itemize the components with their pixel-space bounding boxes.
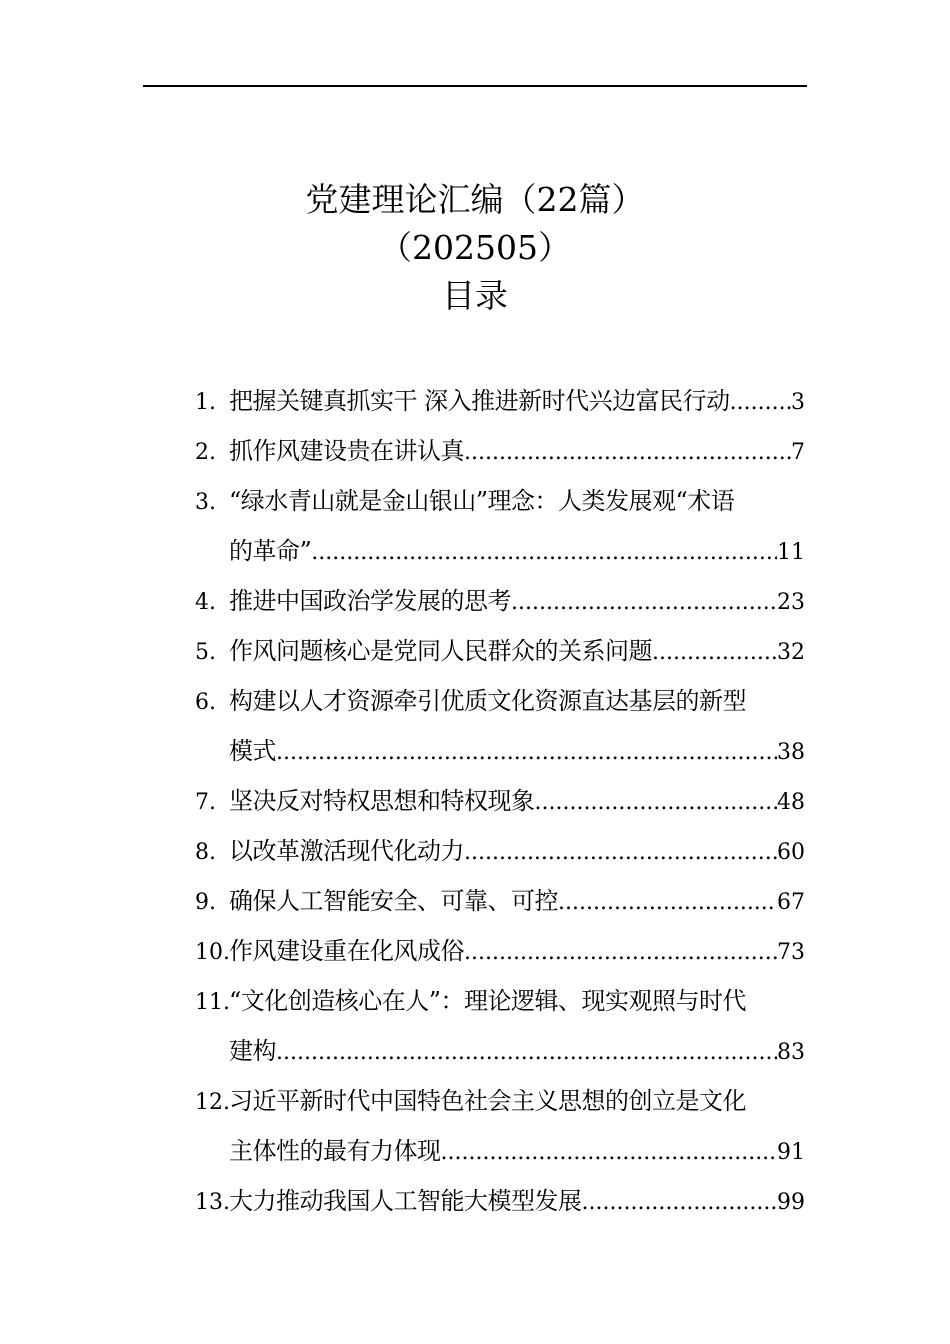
toc-entry[interactable] (195, 376, 805, 426)
toc-entry-number: 7. (195, 790, 216, 815)
toc-entry-title: 主体性的最有力体现 (229, 1137, 441, 1165)
toc-page-number: 3 (791, 390, 805, 415)
toc-page-number: 23 (777, 590, 805, 615)
toc-entry-title: “文化创造核心在人”：理论逻辑、现实观照与时代 (229, 987, 747, 1015)
toc-entry-line (195, 426, 805, 476)
toc-entry-line (195, 826, 805, 876)
toc-entry-number: 2. (195, 440, 216, 465)
toc-dot-leader (441, 1128, 778, 1176)
toc-entry-title: 作风建设重在化风成俗 (229, 937, 464, 965)
toc-entry-line (195, 876, 805, 926)
toc-heading: 目录 (442, 276, 508, 315)
toc-dot-leader (311, 528, 777, 576)
toc-entry-number: 12. (195, 1090, 230, 1115)
toc-entry-title: 把握关键真抓实干 深入推进新时代兴边富民行动 (229, 387, 730, 415)
toc-entry-title: “绿水青山就是金山银山”理念：人类发展观“术语 (229, 487, 735, 515)
toc-dot-leader (558, 878, 777, 926)
toc-page-number: 67 (777, 890, 805, 915)
toc-entry[interactable] (195, 1076, 805, 1176)
toc-entry-line (195, 1026, 805, 1076)
toc-entry-line (195, 1176, 805, 1226)
toc-entry-title: 建构 (229, 1037, 276, 1065)
toc-page-number: 38 (777, 740, 805, 765)
toc-entry[interactable] (195, 626, 805, 676)
toc-entry-line (195, 926, 805, 976)
toc-entry-title: 坚决反对特权思想和特权现象 (229, 787, 535, 815)
toc-entry-line (195, 476, 805, 526)
toc-page-number: 32 (777, 640, 805, 665)
toc-dot-leader (464, 928, 777, 976)
toc-dot-leader (511, 578, 777, 626)
toc-page-number: 73 (777, 940, 805, 965)
title-block (0, 176, 950, 320)
toc-dot-leader (464, 828, 777, 876)
toc-dot-leader (276, 1028, 777, 1076)
toc-entry[interactable] (195, 576, 805, 626)
toc-entry-line (195, 976, 805, 1026)
toc-entry[interactable] (195, 1176, 805, 1226)
toc-entry[interactable] (195, 926, 805, 976)
toc-page-number: 60 (777, 840, 805, 865)
toc-entry-number: 10. (195, 940, 230, 965)
toc-entry-line (195, 576, 805, 626)
toc-entry-number: 6. (195, 690, 216, 715)
toc-entry-title: 的革命” (229, 537, 312, 565)
toc-dot-leader (652, 628, 777, 676)
toc-page-number: 91 (777, 1140, 805, 1165)
toc-page-number: 11 (777, 540, 805, 565)
toc-entry-line (195, 1076, 805, 1126)
document-title: 党建理论汇编（22篇） (305, 180, 645, 219)
toc-dot-leader (730, 378, 791, 426)
toc-entry-line (195, 726, 805, 776)
toc-entry-title: 以改革激活现代化动力 (229, 837, 464, 865)
toc-dot-leader (535, 778, 778, 826)
toc-dot-leader (276, 728, 777, 776)
toc-entry-line (195, 626, 805, 676)
toc-page-number: 99 (777, 1190, 805, 1215)
toc-entry-number: 9. (195, 890, 216, 915)
toc-entry-title: 习近平新时代中国特色社会主义思想的创立是文化 (229, 1087, 746, 1115)
toc-entry-number: 5. (195, 640, 216, 665)
toc-entry[interactable] (195, 426, 805, 476)
toc-entry-number: 3. (195, 490, 216, 515)
toc-entry-number: 13. (195, 1190, 230, 1215)
header-rule (143, 85, 807, 87)
toc-page-number: 83 (777, 1040, 805, 1065)
toc-entry-line (195, 1126, 805, 1176)
toc-entry-title: 确保人工智能安全、可靠、可控 (229, 887, 558, 915)
toc-entry-title: 推进中国政治学发展的思考 (229, 587, 511, 615)
toc-dot-leader (464, 428, 791, 476)
toc-page-number: 48 (777, 790, 805, 815)
toc-entry-line (195, 376, 805, 426)
toc-entry[interactable] (195, 876, 805, 926)
toc-entry-title: 作风问题核心是党同人民群众的关系问题 (229, 637, 652, 665)
toc-entry-line (195, 526, 805, 576)
toc-entry[interactable] (195, 826, 805, 876)
toc-entry-title: 模式 (229, 737, 276, 765)
toc-entry[interactable] (195, 776, 805, 826)
toc-entry-title: 大力推动我国人工智能大模型发展 (229, 1187, 582, 1215)
table-of-contents (195, 376, 805, 1226)
toc-entry[interactable] (195, 676, 805, 776)
toc-entry-title: 抓作风建设贵在讲认真 (229, 437, 464, 465)
toc-entry-number: 8. (195, 840, 216, 865)
toc-entry-number: 1. (195, 390, 216, 415)
toc-entry[interactable] (195, 976, 805, 1076)
toc-entry-line (195, 776, 805, 826)
toc-page-number: 7 (791, 440, 805, 465)
toc-entry-line (195, 676, 805, 726)
document-subtitle: （202505） (379, 228, 571, 267)
toc-dot-leader (582, 1178, 778, 1226)
toc-entry-number: 4. (195, 590, 216, 615)
toc-entry-title: 构建以人才资源牵引优质文化资源直达基层的新型 (229, 687, 746, 715)
toc-entry[interactable] (195, 476, 805, 576)
toc-entry-number: 11. (195, 990, 230, 1015)
